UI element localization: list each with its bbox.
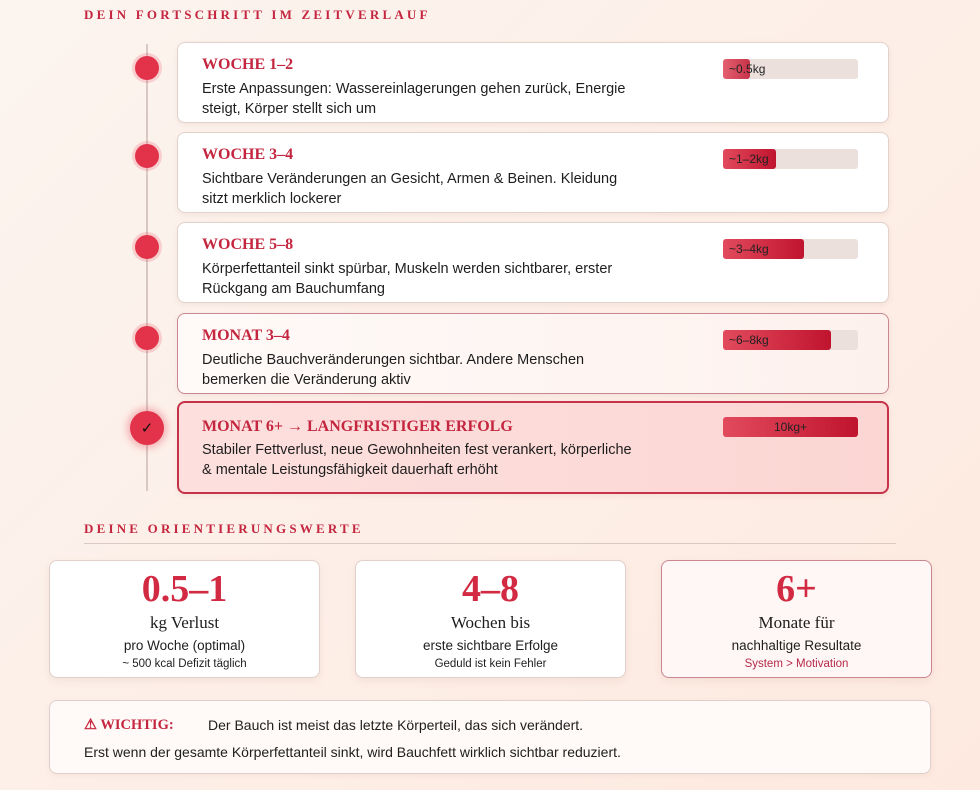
notice-text-line-1: Der Bauch ist meist das letzte Körperteil, das sich verändert. — [208, 717, 584, 733]
timeline-card-monat-3-4 — [177, 313, 889, 394]
stat-value: 4–8 — [462, 568, 519, 610]
progress-label: ~6–8kg — [729, 333, 769, 347]
timeline-dot-icon — [135, 144, 159, 168]
stat-card-first-results — [355, 560, 626, 678]
progress-bar — [723, 149, 858, 169]
phase-description: Erste Anpassungen: Wassereinlagerungen gehen zurück, Energie steigt, Körper stellt sich um — [202, 81, 626, 117]
progress-bar — [723, 330, 858, 350]
progress-bar — [723, 59, 858, 79]
phase-description: Sichtbare Veränderungen an Gesicht, Armen & Beinen. Kleidung sitzt merklich lockerer — [202, 171, 618, 207]
stat-subtitle: pro Woche (optimal) — [123, 638, 246, 653]
section-divider — [84, 543, 896, 544]
values-section-title: DEINE ORIENTIERUNGSWERTE — [84, 521, 364, 536]
progress-label: 10kg+ — [773, 420, 808, 434]
phase-description: Deutliche Bauchveränderungen sichtbar. Andere Menschen bemerken die Veränderung aktiv — [202, 352, 585, 388]
timeline-card-woche-1-2 — [177, 42, 889, 123]
phase-title: WOCHE 5–8 — [202, 236, 294, 253]
timeline-dot-icon — [135, 235, 159, 259]
stat-note: System > Motivation — [744, 658, 849, 670]
warning-label: ⚠ WICHTIG: — [84, 717, 174, 733]
stat-note: ~ 500 kcal Defizit täglich — [122, 658, 247, 670]
phase-title: MONAT 3–4 — [202, 327, 290, 344]
stat-card-sustainable-results — [661, 560, 932, 678]
timeline-card-woche-3-4 — [177, 132, 889, 213]
stat-subtitle: nachhaltige Resultate — [731, 638, 862, 653]
phase-description: Stabiler Fettverlust, neue Gewohnheiten fest verankert, körperliche & mentale Leistungsfähigkeit dauerhaft erhöht — [202, 442, 632, 478]
stat-subtitle: erste sichtbare Erfolge — [422, 638, 559, 653]
progress-bar — [723, 239, 858, 259]
stat-card-weekly-loss — [49, 560, 320, 678]
progress-bar — [723, 417, 858, 437]
progress-label: ~1–2kg — [729, 152, 769, 166]
timeline-section-title: DEIN FORTSCHRITT IM ZEITVERLAUF — [84, 7, 431, 22]
check-icon: ✓ — [130, 411, 164, 445]
stat-value: 6+ — [776, 568, 817, 610]
stat-unit: Monate für — [758, 613, 835, 632]
notice-text-line-2: Erst wenn der gesamte Körperfettanteil sinkt, wird Bauchfett wirklich sichtbar reduziert. — [84, 744, 621, 760]
stat-unit: kg Verlust — [149, 613, 220, 632]
phase-description: Körperfettanteil sinkt spürbar, Muskeln werden sichtbarer, erster Rückgang am Bauchumfang — [202, 261, 613, 297]
phase-title: WOCHE 3–4 — [202, 146, 294, 163]
timeline-dot-icon — [135, 326, 159, 350]
progress-label: ~3–4kg — [729, 242, 769, 256]
stat-value: 0.5–1 — [141, 568, 228, 610]
important-notice — [49, 700, 931, 774]
phase-title: MONAT 6+ → LANGFRISTIGER ERFOLG — [202, 418, 513, 435]
stat-unit: Wochen bis — [450, 613, 531, 632]
phase-title: WOCHE 1–2 — [202, 56, 294, 73]
timeline-card-monat-6-plus — [177, 401, 889, 494]
timeline-dot-icon — [135, 56, 159, 80]
timeline-card-woche-5-8 — [177, 222, 889, 303]
progress-label: ~0.5kg — [729, 62, 766, 76]
stat-note: Geduld ist kein Fehler — [434, 658, 547, 670]
